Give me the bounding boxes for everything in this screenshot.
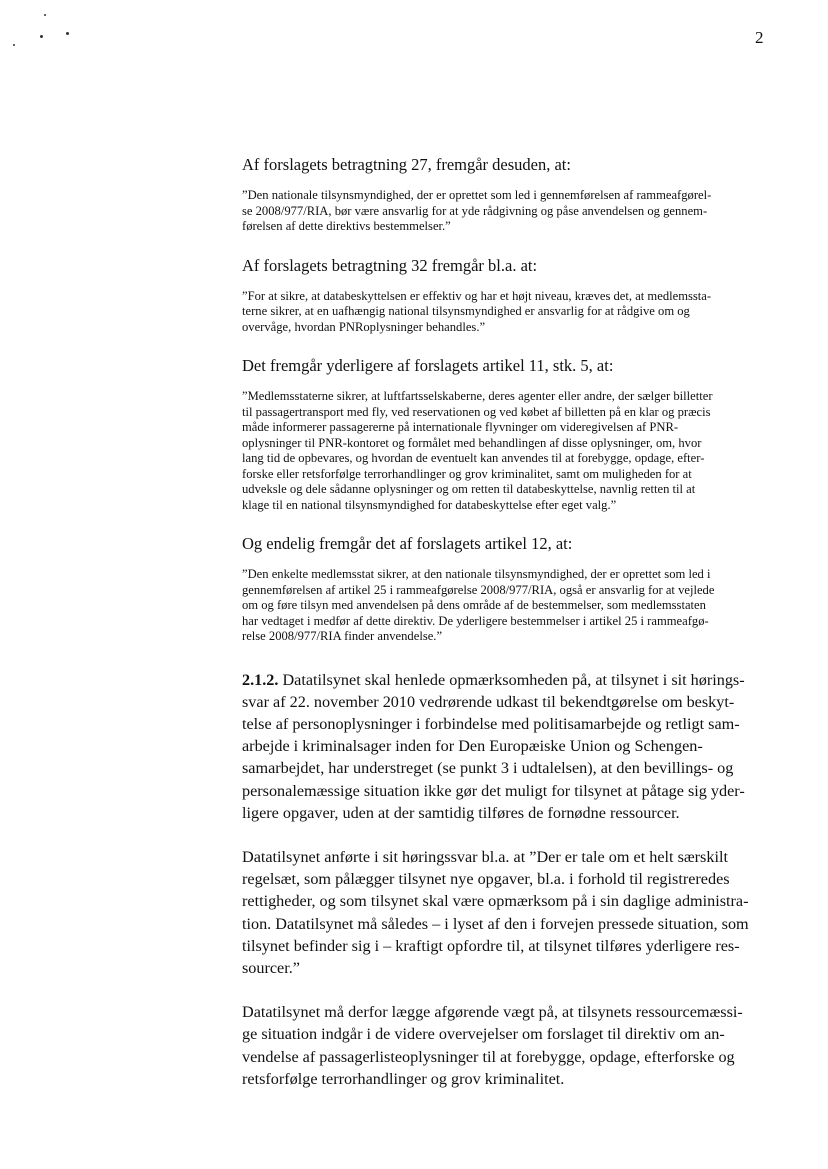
section-line: telse af personoplysninger i forbindelse med politisamarbejde og retligt sam-	[242, 714, 740, 733]
body-line: Datatilsynet må derfor lægge afgørende vægt på, at tilsynets ressourcemæssi-	[242, 1003, 743, 1022]
body-line: ge situation indgår i de videre overvejelser om forslaget til direktiv om an-	[242, 1025, 725, 1044]
intro-line: Det fremgår yderligere af forslagets artikel 11, stk. 5, at:	[242, 356, 614, 375]
speck	[66, 32, 69, 35]
section-line-text: Datatilsynet skal henlede opmærksomheden på, at tilsynet i sit hørings-	[278, 670, 745, 689]
body-line: Datatilsynet anførte i sit høringssvar bl.a. at ”Der er tale om et helt særskilt	[242, 847, 728, 866]
document-body	[242, 154, 762, 1112]
quote-block	[242, 255, 762, 336]
section-line: svar af 22. november 2010 vedrørende udkast til bekendtgørelse om beskyt-	[242, 692, 735, 711]
body-line: vendelse af passagerlisteoplysninger til at forebygge, opdage, efterforske og	[242, 1047, 735, 1066]
quote-line: til passagertransport med fly, ved reservationen og ved købet af billetten på en klar og præcis	[242, 404, 711, 419]
quote-line: se 2008/977/RIA, bør være ansvarlig for at yde rådgivning og påse anvendelsen og gennem-	[242, 203, 708, 218]
section-line: ligere opgaver, uden at der samtidig tilføres de fornødne ressourcer.	[242, 803, 680, 822]
quote-text	[242, 188, 762, 235]
speck	[13, 44, 15, 46]
quote-line: overvåge, hvordan PNRoplysninger behandles.”	[242, 319, 486, 334]
quote-line: terne sikrer, at en uafhængig national tilsynsmyndighed er ansvarlig for at rådgive om og	[242, 304, 690, 318]
quote-line: om og føre tilsyn med anvendelsen på dens område af de bestemmelser, som medlemsstaten	[242, 598, 706, 612]
body-line: tilsynet befinder sig i – kraftigt opfordre til, at tilsynet tilføres yderligere res-	[242, 936, 740, 955]
speck	[44, 14, 46, 16]
body-paragraph	[242, 1001, 762, 1090]
quote-line: ”Medlemsstaterne sikrer, at luftfartsselskaberne, deres agenter eller andre, der sælger billetter	[242, 389, 713, 403]
quote-line: ”For at sikre, at databeskyttelsen er effektiv og har et højt niveau, kræves det, at medlemssta-	[242, 288, 712, 303]
quote-text	[242, 289, 762, 336]
body-line: sourcer.”	[242, 958, 300, 977]
quote-line: førelsen af dette direktivs bestemmelser.”	[242, 219, 451, 233]
quote-block	[242, 533, 762, 645]
intro-line: Af forslagets betragtning 27, fremgår desuden, at:	[242, 155, 571, 174]
section-line	[242, 669, 762, 691]
page-number: 2	[755, 28, 764, 47]
intro-line: Og endelig fremgår det af forslagets artikel 12, at:	[242, 534, 573, 553]
quote-line: gennemførelsen af artikel 25 i rammeafgørelse 2008/977/RIA, også er ansvarlig for at vejlede	[242, 582, 715, 597]
quote-line: ”Den nationale tilsynsmyndighed, der er oprettet som led i gennemførelsen af rammeafgørel-	[242, 188, 712, 202]
body-paragraph	[242, 846, 762, 979]
quote-line: oplysninger til PNR-kontoret og formålet med behandlingen af disse oplysninger, om, hvor	[242, 435, 702, 450]
quote-line: lang tid de opbevares, og hvordan de eventuelt kan anvendes til at forebygge, opdage, efter-	[242, 451, 705, 465]
quote-text	[242, 389, 762, 513]
quote-line: udveksle og dele sådanne oplysninger og om retten til databeskyttelse, navnlig retten til at	[242, 482, 696, 496]
quote-line: ”Den enkelte medlemsstat sikrer, at den nationale tilsynsmyndighed, der er oprettet som led i	[242, 567, 711, 581]
section-line: samarbejdet, har understreget (se punkt 3 i udtalelsen), at den bevillings- og	[242, 759, 734, 778]
intro-line: Af forslagets betragtning 32 fremgår bl.a. at:	[242, 255, 538, 275]
quote-line: forske eller retsforfølge terrorhandlinger og grov kriminalitet, samt om muligheden for at	[242, 466, 692, 481]
body-line: regelsæt, som pålægger tilsynet nye opgaver, bl.a. i forhold til registreredes	[242, 870, 730, 889]
quote-block	[242, 154, 762, 235]
speck	[40, 35, 43, 38]
quote-text	[242, 567, 762, 645]
section-line: arbejde i kriminalsager inden for Den Europæiske Union og Schengen-	[242, 737, 703, 756]
section-line: personalemæssige situation ikke gør det muligt for tilsynet at påtage sig yder-	[242, 781, 745, 800]
quote-line: har vedtaget i medfør af dette direktiv. De yderligere bestemmelser i artikel 25 i rammeafgø-	[242, 613, 709, 628]
quote-block	[242, 355, 762, 513]
section-number: 2.1.2.	[242, 670, 279, 689]
body-line: tion. Datatilsynet må således – i lyset af den i forvejen pressede situation, som	[242, 914, 749, 933]
quote-line: klage til en national tilsynsmyndighed for databeskyttelse efter eget valg.”	[242, 497, 617, 512]
section-paragraph	[242, 669, 762, 824]
quote-line: måde informerer passagererne på internationale flyvninger om videregivelsen af PNR-	[242, 420, 679, 434]
body-line: rettigheder, og som tilsynet skal være opmærksom på i sin daglige administra-	[242, 892, 749, 911]
quote-line: relse 2008/977/RIA finder anvendelse.”	[242, 629, 443, 643]
body-line: retsforfølge terrorhandlinger og grov kriminalitet.	[242, 1069, 565, 1088]
